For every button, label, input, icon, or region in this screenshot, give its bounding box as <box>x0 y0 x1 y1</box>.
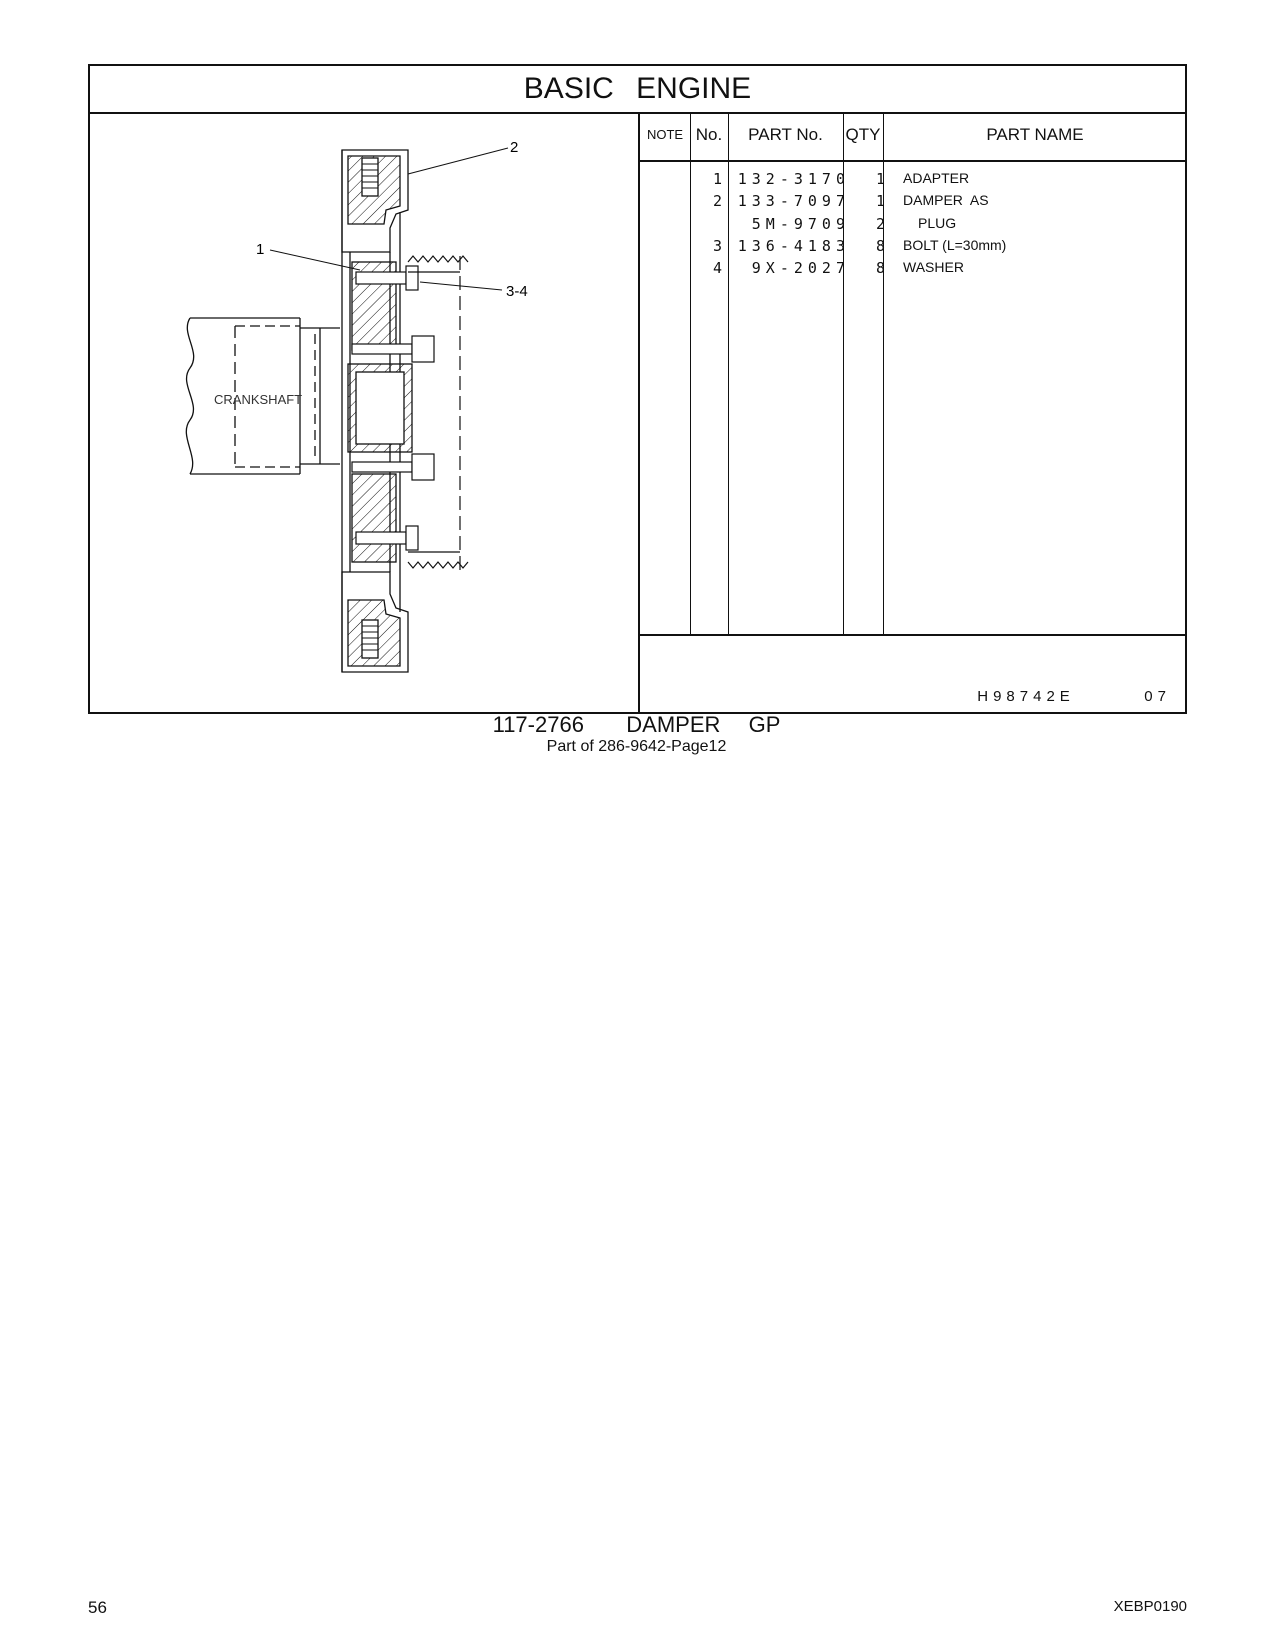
header-part-name: PART NAME <box>986 125 1084 144</box>
row-part-name: ADAPTER <box>903 170 970 186</box>
group-caption: 117-2766 DAMPER GP <box>492 712 781 737</box>
page-number: 56 <box>88 1598 107 1617</box>
row-qty: 1 <box>875 170 885 188</box>
row-part-no: 132-3170 <box>737 170 850 188</box>
row-qty: 1 <box>875 192 885 210</box>
damper-diagram-svg <box>90 112 638 714</box>
row-qty: 8 <box>875 237 885 255</box>
callout-1: 1 <box>256 241 265 258</box>
damper-ring-bottom <box>342 572 408 672</box>
row-part-name: WASHER <box>903 259 964 275</box>
callout-3-4: 3-4 <box>506 283 528 300</box>
damper-ring-top <box>342 150 408 252</box>
row-part-name: BOLT (L=30mm) <box>903 237 1007 253</box>
table-bottom-rule <box>640 634 1187 636</box>
header-part-no: PART No. <box>748 125 823 144</box>
row-part-no: 9X-2027 <box>751 259 850 277</box>
part-of-caption: Part of 286-9642-Page12 <box>546 738 727 755</box>
section-title: BASIC ENGINE <box>523 72 752 105</box>
table-row <box>640 237 1187 260</box>
exploded-diagram <box>90 112 640 714</box>
header-note: NOTE <box>646 127 684 142</box>
crankshaft-label: CRANKSHAFT <box>214 392 303 407</box>
header-qty: QTY <box>845 125 881 144</box>
row-part-no: 133-7097 <box>737 192 850 210</box>
row-part-name: PLUG <box>918 215 957 231</box>
row-part-no: 5M-9709 <box>751 215 850 233</box>
row-part-name: DAMPER AS <box>903 192 989 208</box>
table-row <box>640 192 1187 215</box>
table-row <box>640 215 1187 238</box>
row-no: 1 <box>712 170 722 188</box>
pulley-grooves <box>408 256 468 572</box>
illustration-ref-code: H98742E 07 <box>977 688 1171 705</box>
document-code: XEBP0190 <box>1113 1598 1187 1615</box>
row-qty: 8 <box>875 259 885 277</box>
row-no: 3 <box>712 237 722 255</box>
header-no: No. <box>695 125 723 144</box>
row-part-no: 136-4183 <box>737 237 850 255</box>
row-no: 4 <box>712 259 722 277</box>
table-row <box>640 259 1187 282</box>
table-row <box>640 170 1187 193</box>
adapter-hub <box>348 262 412 562</box>
callout-2: 2 <box>510 139 519 156</box>
row-qty: 2 <box>875 215 885 233</box>
parts-table-header <box>640 112 1187 162</box>
section-title-bar <box>90 66 1185 114</box>
row-no: 2 <box>712 192 722 210</box>
parts-table <box>640 112 1187 714</box>
parts-page-frame <box>88 64 1187 714</box>
